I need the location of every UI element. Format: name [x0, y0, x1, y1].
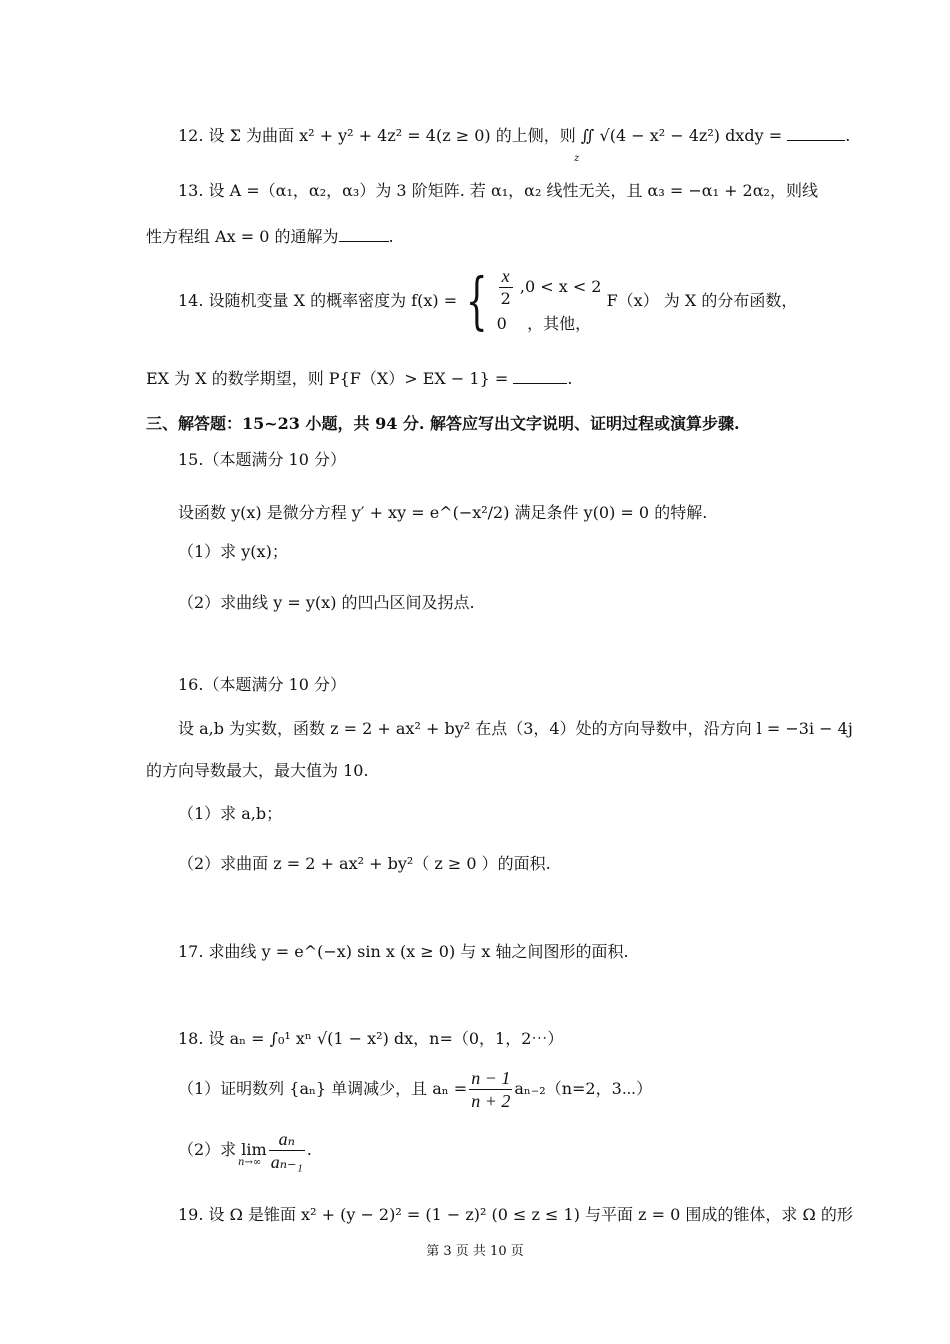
q14-case1 — [497, 265, 602, 310]
section3-title: 三、解答题：15~23 小题，共 94 分. 解答应写出文字说明、证明过程或演算步骤. — [146, 414, 740, 433]
q15-part2: （2）求曲线 y = y(x) 的凹凸区间及拐点. — [178, 593, 475, 612]
q14-case2 — [497, 310, 602, 338]
q14-cases — [497, 265, 602, 338]
q16-part1: （1）求 a,b； — [178, 804, 283, 823]
q14-answer-blank — [513, 367, 567, 384]
q16-line1: 设 a,b 为实数，函数 z = 2 + ax² + by² 在点（3，4）处的方向导数中，沿方向 l = −3i − 4j — [178, 719, 853, 738]
q18-p1-den: n + 2 — [471, 1090, 511, 1111]
q12-number: 12. — [178, 126, 204, 145]
q15-stem: 设函数 y(x) 是微分方程 y′ + xy = e^(−x²/2) 满足条件 y(0) = 0 的特解. — [178, 503, 708, 522]
q16-header: 16.（本题满分 10 分） — [178, 675, 346, 694]
q15-header: 15.（本题满分 10 分） — [178, 450, 346, 469]
q13-text2: 性方程组 Ax = 0 的通解为 — [146, 227, 339, 246]
q12-end: . — [845, 126, 851, 145]
q18-p1-num: n − 1 — [471, 1067, 511, 1088]
q18-p2-den: aₙ₋₁ — [270, 1151, 303, 1172]
q17-text: 17. 求曲线 y = e^(−x) sin x (x ≥ 0) 与 x 轴之间图形的面积. — [178, 942, 629, 961]
q14-text2: EX 为 X 的数学期望，则 P{F（X）> EX − 1} = — [146, 369, 509, 388]
q18-p1-fraction — [469, 1067, 512, 1112]
q14-text: 设随机变量 X 的概率密度为 f(x) = — [208, 291, 458, 310]
q13-end: . — [388, 227, 394, 246]
q14-frac-den: 2 — [500, 288, 511, 308]
q19-text: 19. 设 Ω 是锥面 x² + (y − 2)² = (1 − z)² (0 ≤ z ≤ 1) 与平面 z = 0 围成的锥体，求 Ω 的形 — [178, 1205, 853, 1224]
q18-p1-tail: aₙ₋₂（n=2，3⋯） — [514, 1079, 653, 1098]
q15-part1: （1）求 y(x)； — [178, 542, 288, 561]
q16-part2: （2）求曲面 z = 2 + ax² + by²（ z ≥ 0 ）的面积. — [178, 854, 551, 873]
q13-line2 — [146, 225, 394, 248]
q14-tail: F（x） 为 X 的分布函数， — [606, 291, 798, 310]
q14-number: 14. — [178, 291, 204, 310]
q12-line — [178, 124, 850, 147]
q12-text: 设 Σ 为曲面 x² + y² + 4z² = 4(z ≥ 0) 的上侧，则 ∬ √(4 − x² − 4z²) dxdy = — [208, 126, 783, 145]
q14-line2 — [146, 367, 572, 390]
q13-line1 — [178, 180, 818, 202]
q13-number: 13. — [178, 181, 204, 200]
q14-case2-val: 0 — [496, 313, 507, 333]
q18-limit-sub: n→∞ — [238, 1157, 262, 1168]
q14-brace: { — [466, 264, 488, 337]
q14-case1-cond: ,0 < x < 2 — [519, 276, 602, 296]
q18-stem: 18. 设 aₙ = ∫₀¹ xⁿ √(1 − x²) dx，n=（0，1，2⋯） — [178, 1029, 564, 1048]
q18-p2-num: aₙ — [269, 1128, 305, 1151]
q18-p2-lead: （2）求 lim — [178, 1140, 267, 1159]
q18-p2-end: . — [306, 1140, 312, 1159]
q14-line1 — [178, 266, 797, 336]
q13-answer-blank — [339, 225, 389, 242]
page-footer: 第 3 页 共 10 页 — [426, 1244, 524, 1259]
q18-part1 — [178, 1064, 652, 1114]
q14-end: . — [567, 369, 573, 388]
q18-p1-lead: （1）证明数列 {aₙ} 单调减少，且 aₙ = — [178, 1079, 468, 1098]
q18-p2-fraction — [269, 1128, 305, 1173]
q13-text1: 设 A =（α₁，α₂，α₃）为 3 阶矩阵. 若 α₁，α₂ 线性无关，且 α₃ = −α₁ + 2α₂，则线 — [208, 181, 818, 200]
q16-line2: 的方向导数最大，最大值为 10. — [146, 761, 369, 780]
q14-fraction — [499, 265, 513, 310]
q12-answer-blank — [787, 124, 845, 141]
q14-case2-cond: ，其他， — [527, 313, 592, 333]
q14-frac-num: x — [499, 265, 513, 288]
q12-integral-domain: z — [574, 153, 580, 164]
